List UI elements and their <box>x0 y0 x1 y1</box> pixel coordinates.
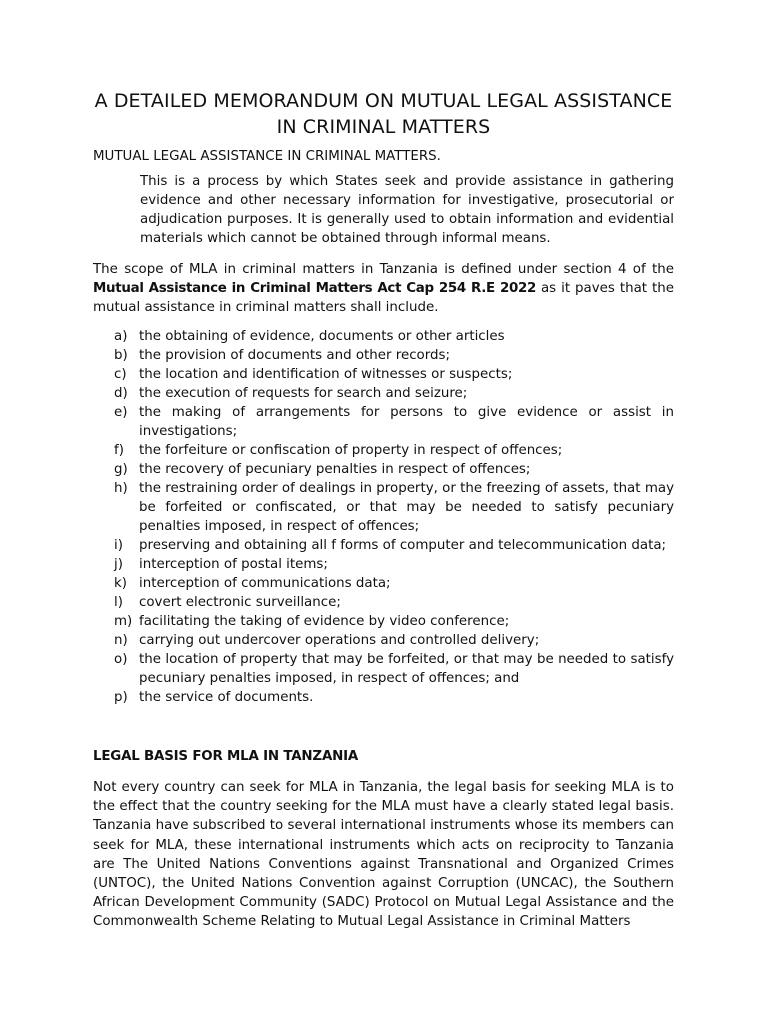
list-marker: b) <box>114 348 128 363</box>
list-item <box>93 346 674 365</box>
list-item-text: the obtaining of evidence, documents or other articles <box>139 329 505 344</box>
list-item <box>93 631 674 650</box>
list-marker: h) <box>114 481 128 496</box>
legal-basis-paragraph: Not every country can seek for MLA in Tanzania, the legal basis for seeking MLA is to the effect that the country seeking for the MLA must have a clearly stated legal basis. Tanzania have subscribed to several international instruments whose its members can seek for MLA, these international instruments which acts on reciprocity to Tanzania are The United Nations Conventions against Transnational and Organized Crimes (UNTOC), the United Nations Convention against Corruption (UNCAC), the Southern African Development Community (SADC) Protocol on Mutual Legal Assistance and the Commonwealth Scheme Relating to Mutual Legal Assistance in Criminal Matters <box>93 780 674 930</box>
list-item <box>93 555 674 574</box>
list-item <box>93 327 674 346</box>
act-name: Mutual Assistance in Criminal Matters Act Cap 254 R.E 2022 <box>93 281 537 296</box>
list-item-text: carrying out undercover operations and controlled delivery; <box>139 633 540 648</box>
definition-paragraph: This is a process by which States seek and provide assistance in gathering evidence and other necessary information for investigative, prosecutorial or adjudication purposes. It is generally used to obtain information and evidential materials which cannot be obtained through informal means. <box>140 174 674 246</box>
list-marker: k) <box>114 576 127 591</box>
list-item-text: interception of postal items; <box>139 557 328 572</box>
list-item-text: the restraining order of dealings in property, or the freezing of assets, that may be forfeited or confiscated, or that may be needed to satisfy pecuniary penalties imposed, in respect of offences; <box>139 481 674 534</box>
list-item-text: the making of arrangements for persons to give evidence or assist in investigations; <box>139 405 674 439</box>
list-item-text: the forfeiture or confiscation of property in respect of offences; <box>139 443 563 458</box>
list-marker: c) <box>114 367 127 382</box>
list-item <box>93 365 674 384</box>
list-item <box>93 479 674 536</box>
list-item <box>93 688 674 707</box>
list-item-text: the execution of requests for search and seizure; <box>139 386 468 401</box>
list-marker: n) <box>114 633 128 648</box>
list-item-text: interception of communications data; <box>139 576 391 591</box>
list-marker: e) <box>114 405 128 420</box>
list-marker: m) <box>114 614 133 629</box>
section-subtitle: MUTUAL LEGAL ASSISTANCE IN CRIMINAL MATTERS. <box>93 149 441 164</box>
list-item-text: the service of documents. <box>139 690 314 705</box>
list-item <box>93 536 674 555</box>
scope-text-after: as it paves that the mutual assistance in criminal matters shall include. <box>93 281 674 315</box>
list-marker: p) <box>114 690 128 705</box>
list-item-text: covert electronic surveillance; <box>139 595 341 610</box>
list-item-text: the recovery of pecuniary penalties in respect of offences; <box>139 462 531 477</box>
list-item-text: the location of property that may be forfeited, or that may be needed to satisfy pecuniary penalties imposed, in respect of offences; and <box>139 652 674 686</box>
list-marker: f) <box>114 443 124 458</box>
list-marker: o) <box>114 652 128 667</box>
list-item <box>93 650 674 688</box>
list-item <box>93 441 674 460</box>
list-marker: j) <box>114 557 123 572</box>
list-item-text: preserving and obtaining all f forms of computer and telecommunication data; <box>139 538 667 553</box>
legal-basis-heading: LEGAL BASIS FOR MLA IN TANZANIA <box>93 749 359 764</box>
assistance-list <box>93 327 674 707</box>
list-marker: g) <box>114 462 128 477</box>
list-marker: i) <box>114 538 123 553</box>
list-item <box>93 384 674 403</box>
list-item-text: facilitating the taking of evidence by video conference; <box>139 614 510 629</box>
document-title: A DETAILED MEMORANDUM ON MUTUAL LEGAL ASSISTANCE IN CRIMINAL MATTERS <box>94 90 673 138</box>
scope-text-before: The scope of MLA in criminal matters in Tanzania is defined under section 4 of the <box>93 262 674 277</box>
list-item <box>93 612 674 631</box>
list-item <box>93 574 674 593</box>
list-item-text: the location and identification of witnesses or suspects; <box>139 367 513 382</box>
list-marker: d) <box>114 386 128 401</box>
scope-paragraph <box>93 260 674 317</box>
list-item <box>93 403 674 441</box>
list-item <box>93 460 674 479</box>
list-item <box>93 593 674 612</box>
list-marker: l) <box>114 595 123 610</box>
list-item-text: the provision of documents and other records; <box>139 348 451 363</box>
list-marker: a) <box>114 329 128 344</box>
